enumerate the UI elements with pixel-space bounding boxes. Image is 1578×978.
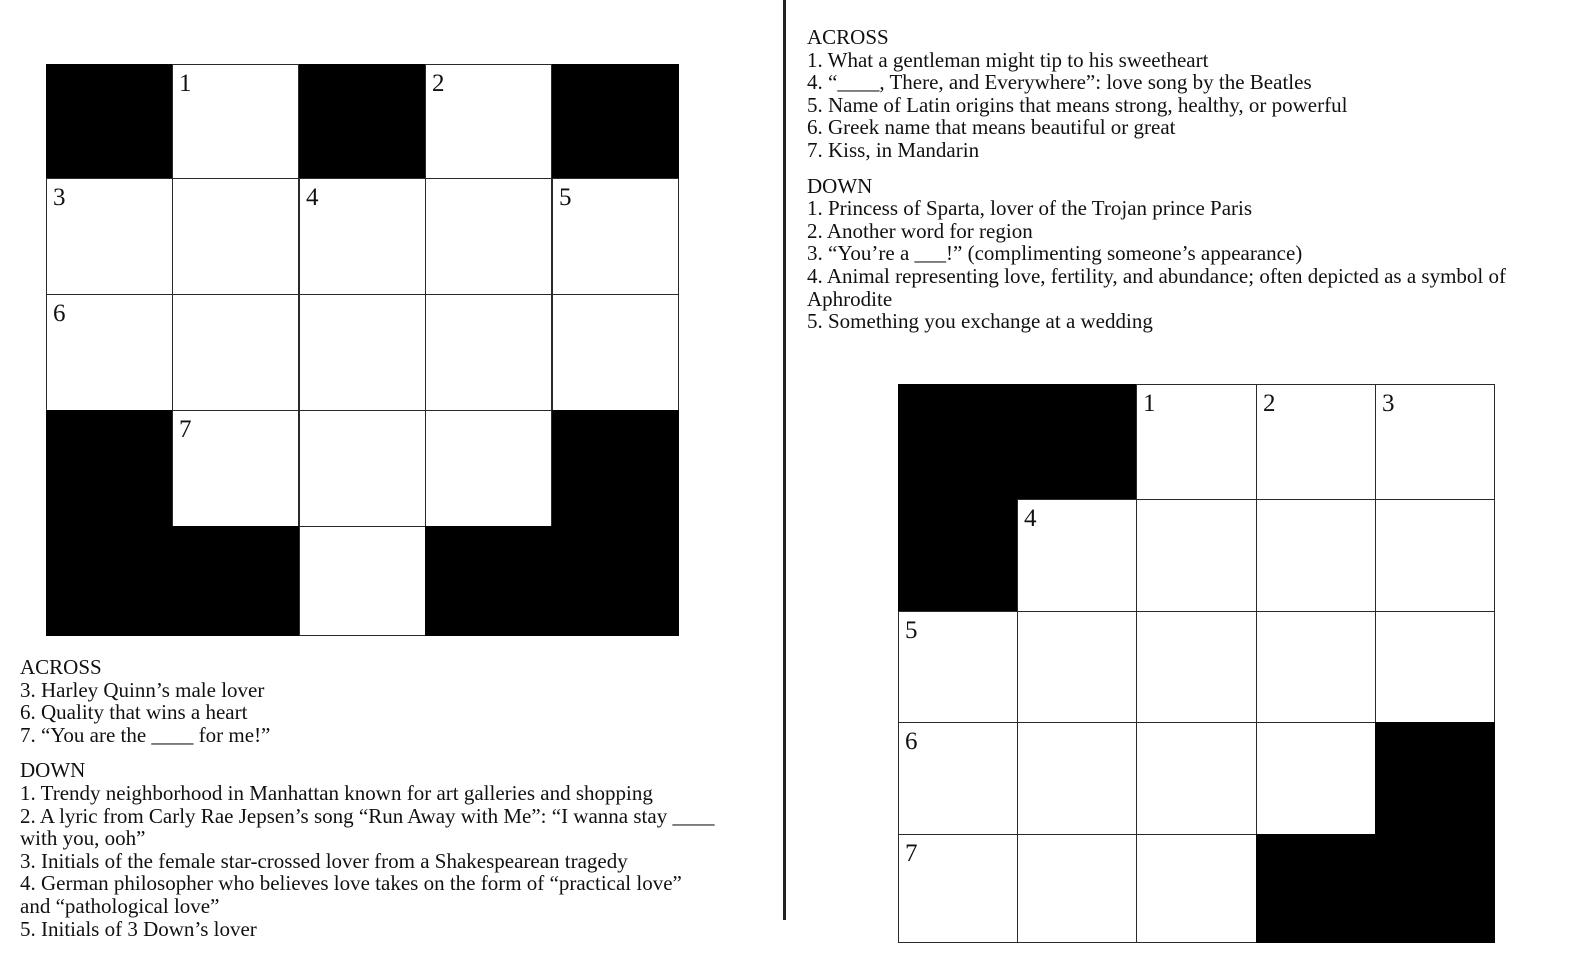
grid-cell[interactable] (1136, 611, 1257, 723)
across-clue: 3. Harley Quinn’s male lover (20, 677, 265, 702)
black-cell (1375, 834, 1495, 943)
clue-number: 1 (179, 70, 192, 97)
across-clue: 1. What a gentleman might tip to his sweetheart (807, 47, 1209, 72)
clue-number: 3 (53, 184, 66, 211)
across-clue: 5. Name of Latin origins that means strong, healthy, or powerful (807, 92, 1348, 117)
grid-cell[interactable] (898, 834, 1018, 943)
grid-cell[interactable] (898, 722, 1018, 835)
across-clue: 4. “____, There, and Everywhere”: love song by the Beatles (807, 70, 1312, 95)
down-clue: 2. Another word for region (807, 218, 1033, 243)
grid-cell[interactable] (552, 178, 679, 295)
grid-cell[interactable] (1017, 499, 1137, 612)
black-cell (898, 499, 1018, 612)
black-cell (552, 526, 679, 636)
grid-cell[interactable] (425, 178, 552, 295)
down-clue: 5. Something you exchange at a wedding (807, 309, 1153, 334)
black-cell (898, 384, 1018, 500)
black-cell (1256, 834, 1376, 943)
crossword-grid-1 (46, 64, 679, 636)
black-cell (46, 526, 173, 636)
grid-cell[interactable] (1256, 499, 1376, 612)
grid-cell[interactable] (1256, 384, 1376, 500)
grid-cell[interactable] (172, 64, 299, 179)
down-clue: 4. German philosopher who believes love takes on the form of “practical love” (20, 871, 682, 896)
down-clue: 5. Initials of 3 Down’s lover (20, 916, 257, 941)
grid-cell[interactable] (1375, 499, 1495, 612)
grid-cell[interactable] (299, 526, 426, 636)
grid-cell[interactable] (1136, 834, 1257, 943)
grid-cell[interactable] (1256, 722, 1376, 835)
grid-cell[interactable] (299, 178, 426, 295)
clue-number: 4 (1024, 505, 1037, 532)
clue-number: 6 (905, 728, 918, 755)
black-cell (552, 410, 679, 527)
down-clue: 3. Initials of the female star-crossed lover from a Shakespearean tragedy (20, 848, 628, 873)
across-heading: ACROSS (20, 655, 102, 679)
clue-number: 6 (53, 300, 66, 327)
across-clue: 7. “You are the ____ for me!” (20, 722, 271, 747)
down-clue: 1. Princess of Sparta, lover of the Trojan prince Paris (807, 196, 1253, 221)
grid-cell[interactable] (1017, 611, 1137, 723)
clue-list-2 (807, 26, 1506, 333)
down-clue: and “pathological love” (20, 893, 220, 918)
clue-number: 1 (1143, 390, 1156, 417)
down-heading: DOWN (20, 758, 86, 783)
across-heading: ACROSS (807, 25, 889, 49)
clue-number: 4 (306, 184, 319, 211)
grid-cell[interactable] (1375, 384, 1495, 500)
clue-number: 7 (179, 416, 192, 443)
grid-cell[interactable] (1017, 722, 1137, 835)
grid-cell[interactable] (172, 294, 299, 411)
grid-cell[interactable] (898, 611, 1018, 723)
black-cell (46, 410, 173, 527)
grid-cell[interactable] (46, 178, 173, 295)
grid-cell[interactable] (425, 64, 552, 179)
grid-cell[interactable] (1136, 499, 1257, 612)
crossword-grid-2 (898, 384, 1495, 943)
clue-number: 2 (432, 70, 445, 97)
clue-number: 5 (905, 617, 918, 644)
clue-number: 5 (559, 184, 572, 211)
grid-cell[interactable] (172, 178, 299, 295)
clue-number: 3 (1382, 390, 1395, 417)
grid-cell[interactable] (299, 294, 426, 411)
grid-cell[interactable] (425, 410, 552, 527)
clue-number: 7 (905, 840, 918, 867)
black-cell (46, 64, 173, 179)
grid-cell[interactable] (1017, 834, 1137, 943)
black-cell (425, 526, 552, 636)
down-clue: with you, ooh” (20, 826, 146, 851)
grid-cell[interactable] (1256, 611, 1376, 723)
grid-cell[interactable] (1375, 611, 1495, 723)
clue-list-1 (20, 656, 714, 940)
across-clue: 6. Greek name that means beautiful or great (807, 115, 1176, 140)
across-clue: 7. Kiss, in Mandarin (807, 137, 980, 162)
grid-cell[interactable] (552, 294, 679, 411)
clue-number: 2 (1263, 390, 1276, 417)
grid-cell[interactable] (46, 294, 173, 411)
across-clue: 6. Quality that wins a heart (20, 700, 248, 725)
down-clue: Aphrodite (807, 286, 893, 311)
grid-cell[interactable] (172, 410, 299, 527)
black-cell (1017, 384, 1137, 500)
grid-cell[interactable] (1136, 722, 1257, 835)
grid-cell[interactable] (1136, 384, 1257, 500)
column-divider (783, 0, 786, 920)
down-clue: 1. Trendy neighborhood in Manhattan known for art galleries and shopping (20, 780, 653, 805)
grid-cell[interactable] (299, 410, 426, 527)
down-clue: 2. A lyric from Carly Rae Jepsen’s song “Run Away with Me”: “I wanna stay ____ (20, 803, 715, 828)
black-cell (172, 526, 299, 636)
down-heading: DOWN (807, 173, 873, 198)
black-cell (1375, 722, 1495, 835)
down-clue: 4. Animal representing love, fertility, and abundance; often depicted as a symbol of (807, 263, 1507, 288)
down-clue: 3. “You’re a ___!” (complimenting someone’s appearance) (807, 241, 1303, 266)
grid-cell[interactable] (425, 294, 552, 411)
black-cell (299, 64, 426, 179)
black-cell (552, 64, 679, 179)
